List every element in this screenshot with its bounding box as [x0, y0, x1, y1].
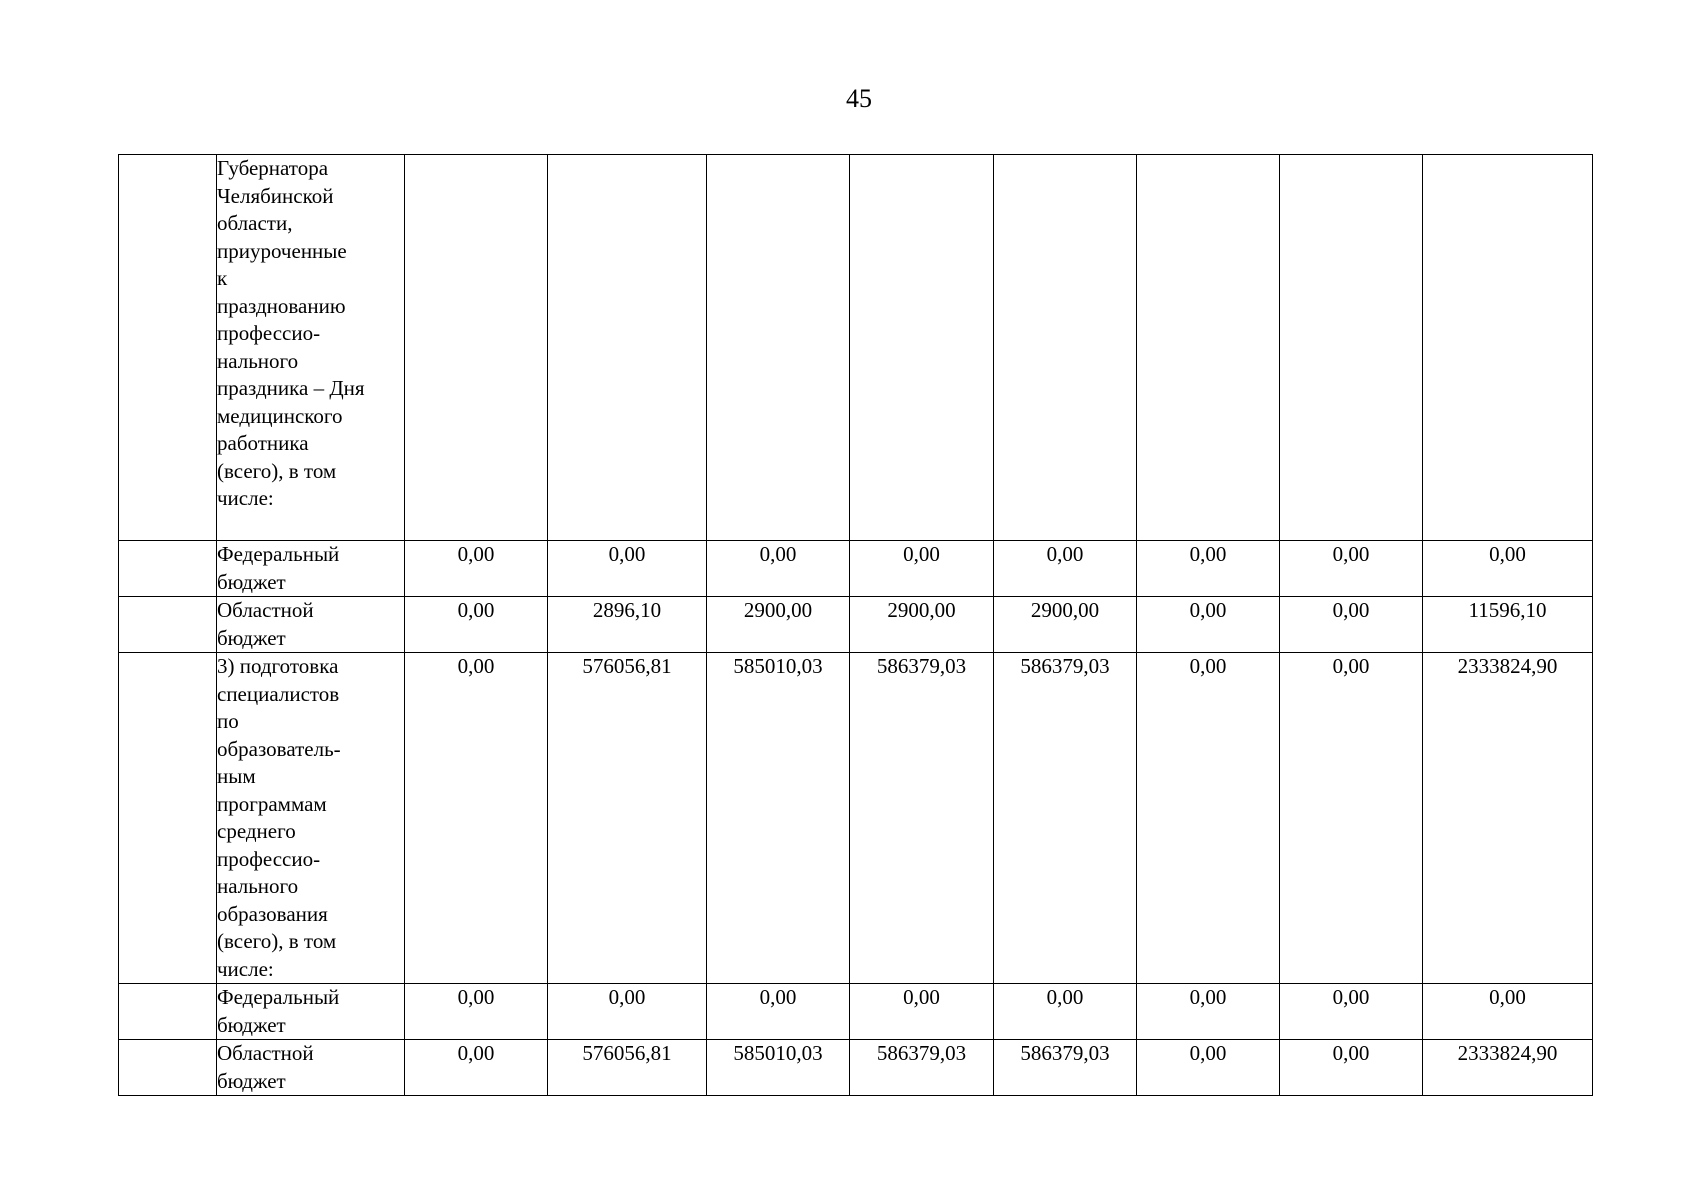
- row-label-cell: [217, 597, 405, 653]
- value-cell: 0,00: [1137, 1040, 1280, 1096]
- row-label-cell: [217, 541, 405, 597]
- value-cell: 0,00: [405, 1040, 548, 1096]
- value-cell: 0,00: [1137, 653, 1280, 984]
- value-cell: 0,00: [405, 984, 548, 1040]
- value-cell: 0,00: [1280, 1040, 1423, 1096]
- row-label-cell: [217, 155, 405, 541]
- value-cell: [1280, 155, 1423, 541]
- value-cell: 0,00: [548, 984, 707, 1040]
- value-cell: 0,00: [1423, 984, 1593, 1040]
- value-cell: [994, 155, 1137, 541]
- value-cell: 11596,10: [1423, 597, 1593, 653]
- row-label-cell: [217, 1040, 405, 1096]
- value-cell: 0,00: [707, 984, 850, 1040]
- value-cell: 0,00: [1137, 541, 1280, 597]
- index-cell: [119, 155, 217, 541]
- value-cell: [850, 155, 994, 541]
- value-cell: 585010,03: [707, 653, 850, 984]
- index-cell: [119, 597, 217, 653]
- value-cell: [707, 155, 850, 541]
- value-cell: 586379,03: [850, 1040, 994, 1096]
- value-cell: 2333824,90: [1423, 653, 1593, 984]
- value-cell: [548, 155, 707, 541]
- value-cell: 586379,03: [994, 1040, 1137, 1096]
- table-row: [119, 653, 1593, 984]
- value-cell: 586379,03: [850, 653, 994, 984]
- value-cell: 2900,00: [707, 597, 850, 653]
- value-cell: 0,00: [994, 541, 1137, 597]
- value-cell: 0,00: [707, 541, 850, 597]
- value-cell: 0,00: [405, 541, 548, 597]
- value-cell: 0,00: [1280, 541, 1423, 597]
- value-cell: 0,00: [1280, 984, 1423, 1040]
- value-cell: 0,00: [850, 541, 994, 597]
- page-number: 45: [846, 84, 872, 113]
- value-cell: 0,00: [1423, 541, 1593, 597]
- row-label: Областной бюджет: [217, 598, 314, 650]
- value-cell: 0,00: [850, 984, 994, 1040]
- index-cell: [119, 1040, 217, 1096]
- value-cell: 586379,03: [994, 653, 1137, 984]
- budget-table: [118, 154, 1593, 1096]
- row-label: Губернатора Челябинской области, приуроченные к празднованию профессио- нального праздника – Дня медицинского работника (всего), в том числе:: [217, 156, 365, 510]
- table-row: [119, 1040, 1593, 1096]
- value-cell: 0,00: [994, 984, 1137, 1040]
- value-cell: 0,00: [1280, 597, 1423, 653]
- value-cell: [1423, 155, 1593, 541]
- table-row: [119, 541, 1593, 597]
- row-label: Областной бюджет: [217, 1041, 314, 1093]
- value-cell: 2900,00: [850, 597, 994, 653]
- table-row: [119, 984, 1593, 1040]
- value-cell: 0,00: [548, 541, 707, 597]
- value-cell: 2900,00: [994, 597, 1137, 653]
- row-label-cell: [217, 653, 405, 984]
- value-cell: 2896,10: [548, 597, 707, 653]
- table-row: [119, 155, 1593, 541]
- value-cell: 585010,03: [707, 1040, 850, 1096]
- value-cell: 0,00: [1137, 597, 1280, 653]
- row-label: Федеральный бюджет: [217, 542, 340, 594]
- value-cell: 0,00: [405, 597, 548, 653]
- table-row: [119, 597, 1593, 653]
- value-cell: 0,00: [405, 653, 548, 984]
- value-cell: 576056,81: [548, 1040, 707, 1096]
- row-label-cell: [217, 984, 405, 1040]
- value-cell: [1137, 155, 1280, 541]
- index-cell: [119, 984, 217, 1040]
- value-cell: 0,00: [1280, 653, 1423, 984]
- row-label: 3) подготовка специалистов по образователь- ным программам среднего профессио- нального образования (всего), в том числе:: [217, 654, 341, 981]
- value-cell: 2333824,90: [1423, 1040, 1593, 1096]
- index-cell: [119, 541, 217, 597]
- value-cell: [405, 155, 548, 541]
- value-cell: 576056,81: [548, 653, 707, 984]
- row-label: Федеральный бюджет: [217, 985, 340, 1037]
- index-cell: [119, 653, 217, 984]
- value-cell: 0,00: [1137, 984, 1280, 1040]
